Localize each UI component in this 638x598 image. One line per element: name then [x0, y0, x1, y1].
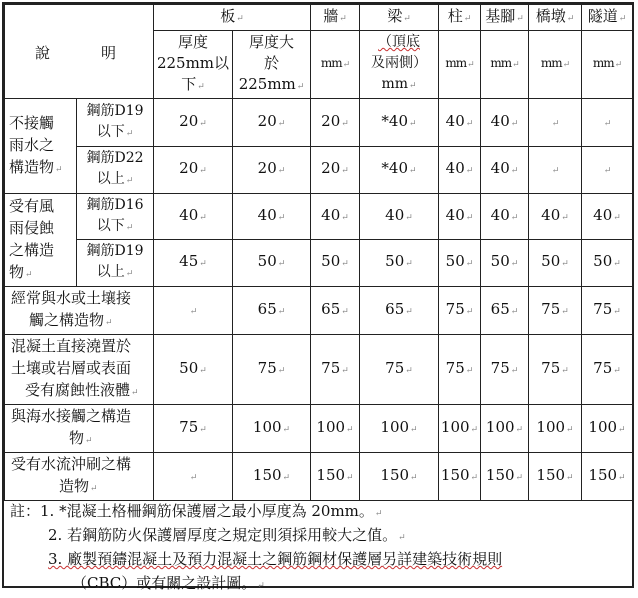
value-cell: ↵	[582, 147, 633, 194]
desc-label-right: 明	[101, 44, 117, 62]
cover-table-frame	[2, 2, 634, 592]
header-column: 柱↵	[439, 5, 481, 31]
value-cell: 40↵	[360, 194, 439, 240]
value-cell: 40↵	[439, 194, 481, 240]
value-cell: 40↵	[311, 194, 360, 240]
value-cell: 100↵	[582, 405, 633, 453]
category-seawater-contact: 與海水接觸之構造 物↵	[5, 405, 154, 453]
pier-unit: mm↵	[529, 31, 582, 99]
description-header	[5, 5, 154, 99]
category-water-soil-contact: 經常與水或土壤接 觸之構造物↵	[5, 287, 154, 335]
value-cell: 50↵	[481, 240, 529, 287]
subcategory-d22-above: 鋼筋D22 以上↵	[77, 147, 154, 194]
value-cell: 65↵	[233, 287, 311, 335]
value-cell: 150↵	[233, 453, 311, 501]
value-cell: 100↵	[233, 405, 311, 453]
value-cell: 50↵	[582, 240, 633, 287]
note-1: 註：1. *混凝土格柵鋼筋保護層之最小厚度為 20mm。↵	[10, 502, 383, 520]
slab-thin-header: 厚度 225mm以 下↵	[154, 31, 233, 99]
value-cell: 150↵	[360, 453, 439, 501]
category-no-rain: 不接觸 雨水之 構造物↵	[5, 99, 77, 194]
value-cell: 50↵	[439, 240, 481, 287]
slab-thick-header: 厚度大 於225mm↵	[233, 31, 311, 99]
value-cell: ↵	[529, 147, 582, 194]
value-cell: *40↵	[360, 147, 439, 194]
header-footing: 基腳↵	[481, 5, 529, 31]
value-cell: 100↵	[439, 405, 481, 453]
value-cell: 75↵	[360, 335, 439, 405]
table-row	[5, 99, 633, 147]
header-beam: 梁↵	[360, 5, 439, 31]
note-3: 3. 廠製預鑄混凝土及預力混凝土之鋼筋鋼材保護層另詳建築技術規則	[48, 550, 503, 568]
value-cell: 65↵	[481, 287, 529, 335]
table-row	[5, 335, 633, 405]
table-row	[5, 240, 633, 287]
wall-unit: mm↵	[311, 31, 360, 99]
value-cell: 40↵	[529, 194, 582, 240]
table-row	[5, 287, 633, 335]
header-pier: 橋墩↵	[529, 5, 582, 31]
value-cell: 50↵	[233, 240, 311, 287]
value-cell: 40↵	[481, 99, 529, 147]
value-cell: 40↵	[439, 99, 481, 147]
value-cell: 75↵	[582, 335, 633, 405]
value-cell: 65↵	[360, 287, 439, 335]
tunnel-unit: mm↵	[582, 31, 633, 99]
value-cell: *40↵	[360, 99, 439, 147]
value-cell: 40↵	[481, 194, 529, 240]
value-cell: 40↵	[582, 194, 633, 240]
subcategory-d16-below: 鋼筋D16 以下↵	[77, 194, 154, 240]
note-2: 2. 若鋼筋防火保護層厚度之規定則須採用較大之值。↵	[48, 526, 406, 544]
value-cell: 75↵	[481, 335, 529, 405]
column-unit: mm↵	[439, 31, 481, 99]
value-cell: 50↵	[360, 240, 439, 287]
value-cell: 100↵	[481, 405, 529, 453]
value-cell: 150↵	[582, 453, 633, 501]
value-cell: 75↵	[582, 287, 633, 335]
value-cell: ↵	[154, 453, 233, 501]
header-wall: 牆↵	[311, 5, 360, 31]
value-cell: 75↵	[439, 335, 481, 405]
value-cell: 40↵	[481, 147, 529, 194]
value-cell: 100↵	[360, 405, 439, 453]
value-cell: 150↵	[311, 453, 360, 501]
concrete-cover-table	[4, 4, 633, 501]
value-cell: 150↵	[481, 453, 529, 501]
value-cell: 40↵	[439, 147, 481, 194]
value-cell: 75↵	[529, 287, 582, 335]
note-3-continued: （CBC）或有關之設計圖。↵	[72, 574, 265, 592]
value-cell: ↵	[582, 99, 633, 147]
value-cell: 20↵	[233, 99, 311, 147]
beam-unit-header: （頂底 及兩側） mm↵	[360, 31, 439, 99]
footing-unit: mm↵	[481, 31, 529, 99]
value-cell: 50↵	[529, 240, 582, 287]
category-water-erosion: 受有水流沖刷之構 造物↵	[5, 453, 154, 501]
value-cell: ↵	[529, 99, 582, 147]
value-cell: 75↵	[529, 335, 582, 405]
value-cell: 40↵	[233, 194, 311, 240]
table-row	[5, 194, 633, 240]
value-cell: 20↵	[233, 147, 311, 194]
value-cell: 20↵	[154, 147, 233, 194]
category-cast-against-soil: 混凝土直接澆置於 土壤或岩層或表面 受有腐蝕性液體↵	[5, 335, 154, 405]
header-slab: 板↵	[154, 5, 311, 31]
table-row	[5, 453, 633, 501]
value-cell: 150↵	[439, 453, 481, 501]
header-tunnel: 隧道↵	[582, 5, 633, 31]
value-cell: 150↵	[529, 453, 582, 501]
category-weather-exposed: 受有風 雨侵蝕 之構造 物↵	[5, 194, 77, 287]
value-cell: 75↵	[154, 405, 233, 453]
subcategory-d19-below: 鋼筋D19 以下↵	[77, 99, 154, 147]
value-cell: 50↵	[311, 240, 360, 287]
subcategory-d19-above: 鋼筋D19 以上↵	[77, 240, 154, 287]
value-cell: 20↵	[311, 99, 360, 147]
table-row	[5, 405, 633, 453]
desc-label-left: 說	[35, 44, 51, 62]
value-cell: 45↵	[154, 240, 233, 287]
value-cell: ↵	[154, 287, 233, 335]
value-cell: 75↵	[233, 335, 311, 405]
value-cell: 75↵	[439, 287, 481, 335]
table-row	[5, 147, 633, 194]
value-cell: 50↵	[154, 335, 233, 405]
value-cell: 20↵	[154, 99, 233, 147]
value-cell: 75↵	[311, 335, 360, 405]
value-cell: 40↵	[154, 194, 233, 240]
value-cell: 20↵	[311, 147, 360, 194]
value-cell: 65↵	[311, 287, 360, 335]
value-cell: 100↵	[311, 405, 360, 453]
value-cell: 100↵	[529, 405, 582, 453]
